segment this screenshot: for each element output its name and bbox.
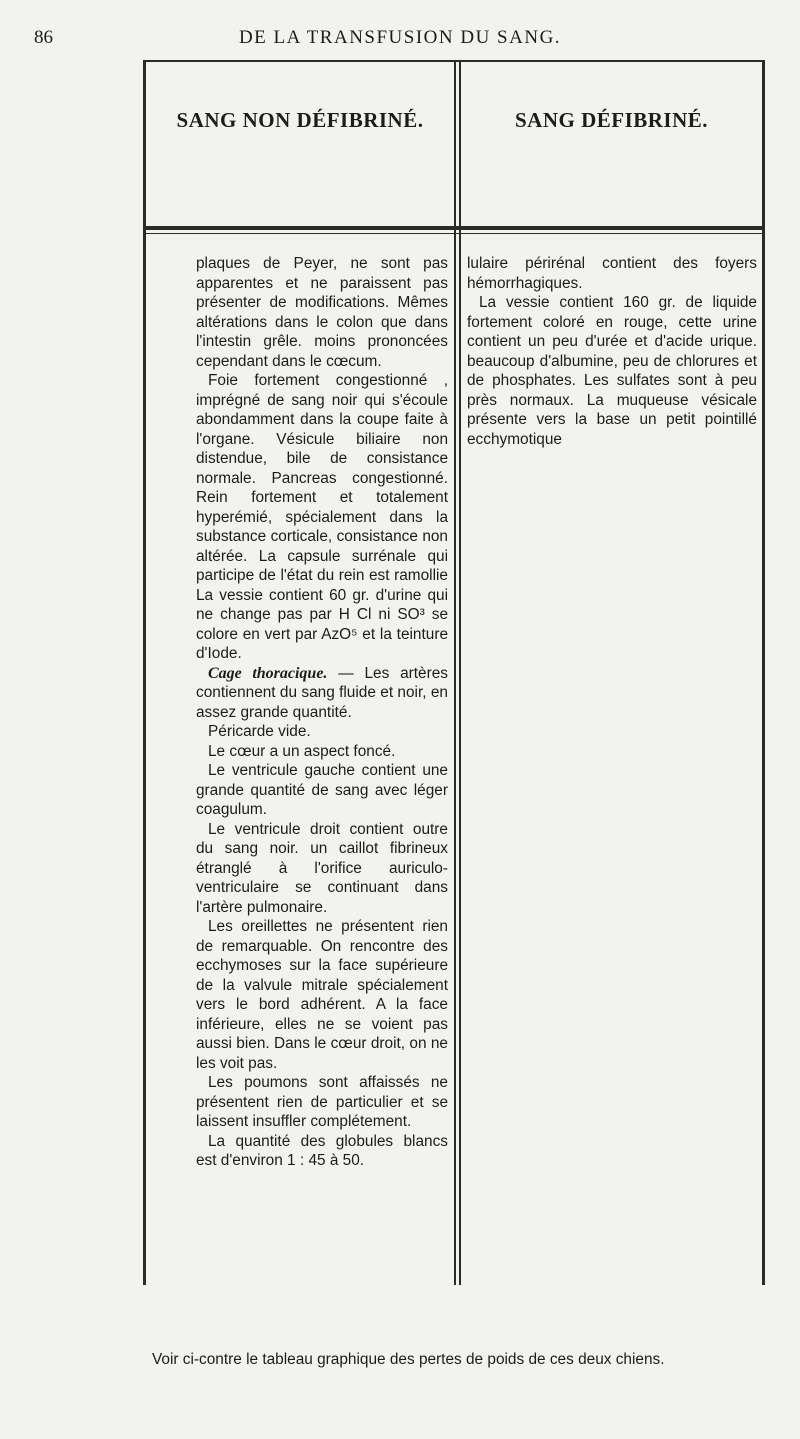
section-paragraph [196,664,448,723]
header-rule-thick [143,226,765,230]
left-paragraph: Le ventricule droit contient outre du sang noir. un caillot fibrineux étranglé à l'orifice auriculo-ventriculaire se continuant dans l'artère pulmonaire. [196,820,448,916]
section-intro: — Les artères contiennent du sang fluide et noir, en assez grande quantité. [196,664,448,721]
table-border-left [143,60,146,1285]
left-paragraph: La quantité des globules blancs est d'environ 1 : 45 à 50. [196,1132,448,1169]
right-column-text [467,254,757,449]
page-number: 86 [34,27,53,48]
footer-note: Voir ci-contre le tableau graphique des pertes de poids de ces deux chiens. [152,1351,665,1368]
right-paragraph: lulaire périrénal contient des foyers hémorrhagiques. [467,255,757,292]
left-paragraph: Le ventricule gauche contient une grande quantité de sang avec léger coagulum. [196,762,448,818]
header-rule-thin [143,233,765,234]
table-divider-inner [459,60,461,1285]
left-paragraph: Les oreillettes ne présentent rien de remarquable. On rencontre des ecchymoses sur la face supérieure de la valvule mitrale spécialement vers le bord adhérent. A la face inférieure, elles ne se voient pas aussi bien. Dans le cœur droit, on ne les voit pas. [196,918,448,1072]
table-top-rule [143,60,765,62]
table-border-right [762,60,765,1285]
section-title: Cage thoracique. [208,664,328,682]
right-paragraph: La vessie contient 160 gr. de liquide fortement coloré en rouge, cette urine contient un peu d'urée et d'acide urique. beaucoup d'albumine, peu de chlorures et de phosphates. Les sulfates sont à peu près normaux. La muqueuse vésicale présente vers la base un petit pointillé ecchymotique [467,294,757,448]
left-column-text [196,254,448,1171]
left-paragraph: Foie fortement congestionné , imprégné de sang noir qui s'écoule abondamment dans la coupe faite à l'organe. Vésicule biliaire non distendue, bile de consistance normale. Pancreas congestionné. Rein fortement et totalement hyperémié, spécialement dans la substance corticale, consistance non altérée. La capsule surrénale qui participe de l'état du rein est ramollie La vessie contient 60 gr. d'urine qui ne change pas par H Cl ni SO³ se colore en vert par AzO⁵ et la teinture d'Iode. [196,372,448,662]
col-left-title: SANG NON DÉFIBRINÉ. [176,108,424,132]
running-title: DE LA TRANSFUSION DU SANG. [238,27,562,48]
left-paragraph: Péricarde vide. [208,723,311,740]
left-paragraph: Les poumons sont affaissés ne présentent rien de particulier et se laissent insuffler complétement. [196,1074,448,1130]
running-header [0,27,800,49]
left-paragraph: plaques de Peyer, ne sont pas apparentes et ne paraissent pas présenter de modifications. Mêmes altérations dans le colon que dans l'intestin grêle. moins prononcées cependant dans le cœcum. [196,255,448,370]
table-divider-outer [454,60,456,1285]
left-paragraph: Le cœur a un aspect foncé. [208,742,396,760]
col-right-title: SANG DÉFIBRINÉ. [514,108,709,132]
